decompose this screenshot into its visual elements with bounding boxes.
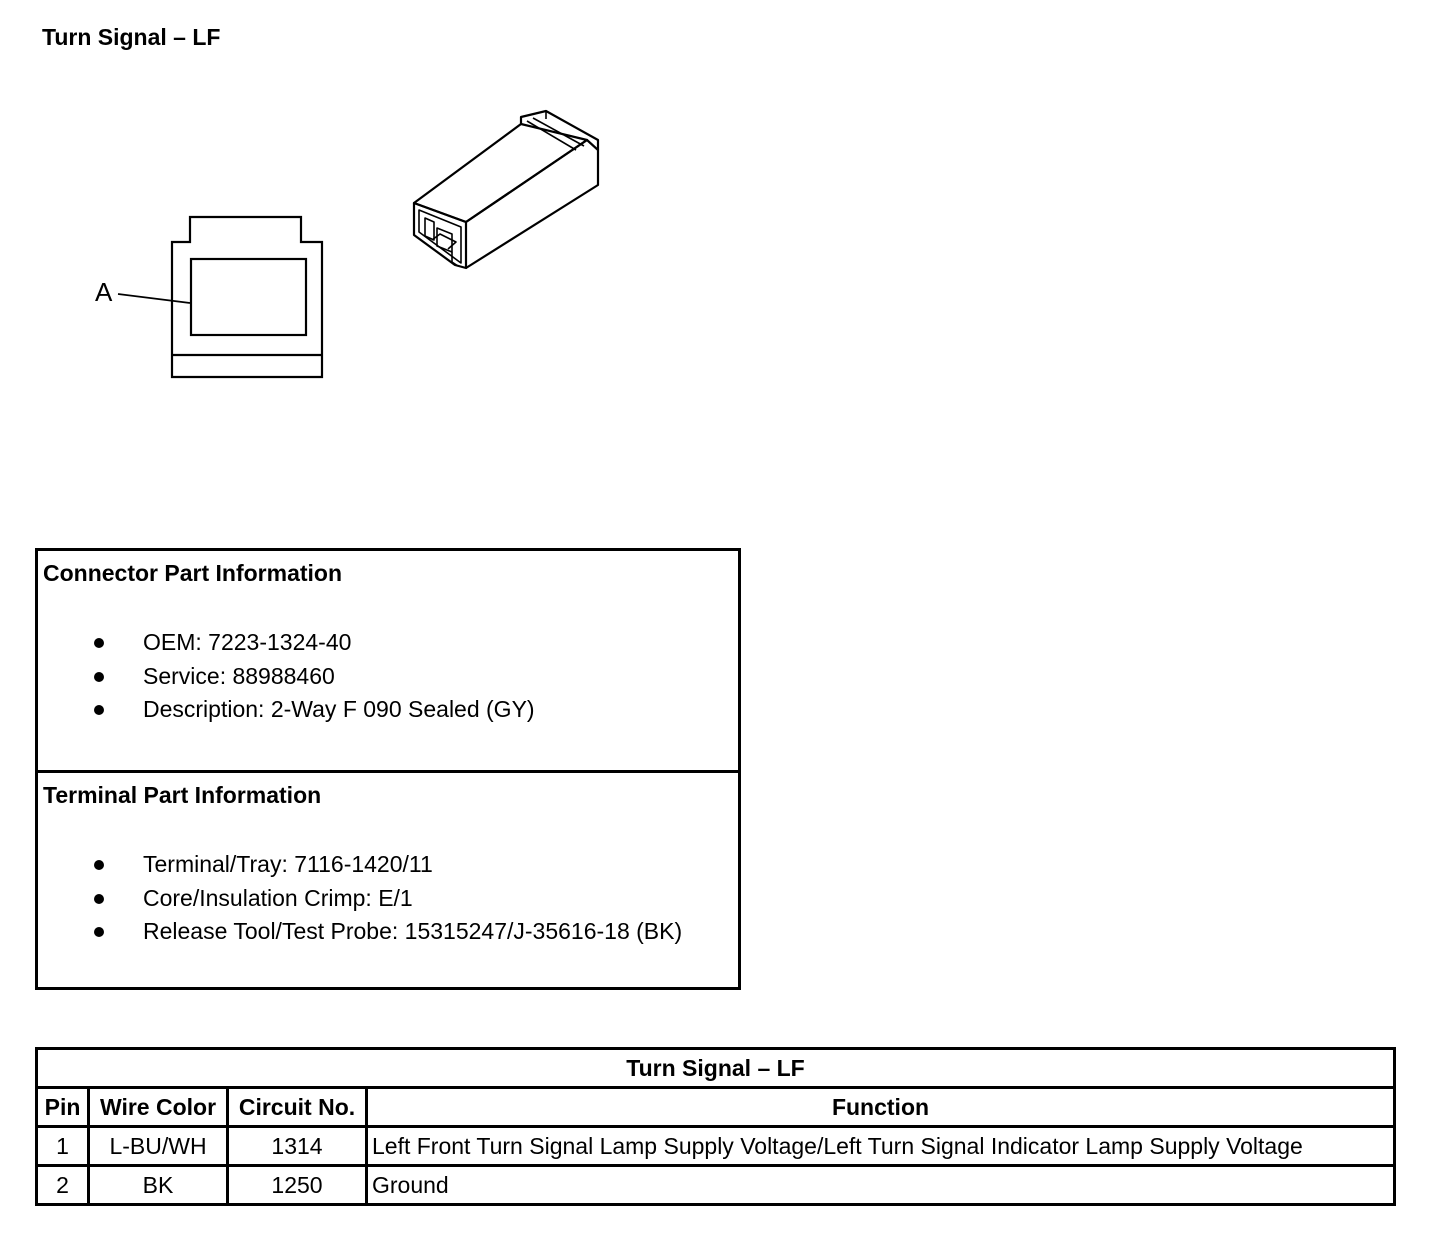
- column-header-function: Function: [367, 1088, 1395, 1127]
- page-title: Turn Signal – LF: [42, 24, 221, 50]
- cell-pin: 2: [37, 1166, 89, 1205]
- cell-circuit-no: 1314: [228, 1127, 367, 1166]
- connector-part-section: Connector Part Information OEM: 7223-1324-40 Service: 88988460 Description: 2-Way F 090 Sealed (GY): [43, 560, 535, 722]
- column-header-circuit-no: Circuit No.: [228, 1088, 367, 1127]
- bullet-icon: [94, 705, 104, 715]
- terminal-part-section: Terminal Part Information Terminal/Tray: 7116-1420/11 Core/Insulation Crimp: E/1 Release Tool/Test Probe: 15315247/J-35616-18 (BK): [38, 770, 738, 990]
- connector-isometric-view: [414, 111, 598, 268]
- cell-function: Left Front Turn Signal Lamp Supply Voltage/Left Turn Signal Indicator Lamp Supply Voltage: [367, 1127, 1395, 1166]
- cell-pin: 1: [37, 1127, 89, 1166]
- cell-circuit-no: 1250: [228, 1166, 367, 1205]
- bullet-icon: [94, 638, 104, 648]
- connector-face-view: [118, 217, 322, 377]
- callout-label-a: A: [95, 277, 113, 307]
- cell-wire-color: BK: [89, 1166, 228, 1205]
- column-header-pin: Pin: [37, 1088, 89, 1127]
- cell-function: Ground: [367, 1166, 1395, 1205]
- cell-wire-color: L-BU/WH: [89, 1127, 228, 1166]
- part-information-box: [35, 548, 741, 990]
- terminal-part-heading: Terminal Part Information: [43, 782, 322, 808]
- bullet-icon: [94, 860, 104, 870]
- bullet-icon: [94, 672, 104, 682]
- pinout-table: [35, 1047, 1396, 1206]
- bullet-icon: [94, 927, 104, 937]
- table-row: [37, 1166, 1395, 1205]
- column-header-wire-color: Wire Color: [89, 1088, 228, 1127]
- bullet-icon: [94, 894, 104, 904]
- table-row: [37, 1127, 1395, 1166]
- connector-part-heading: Connector Part Information: [43, 560, 343, 586]
- table-header-row: [37, 1088, 1395, 1127]
- connector-illustration: [0, 0, 760, 400]
- table-title-row: [37, 1049, 1395, 1088]
- table-title: Turn Signal – LF: [37, 1049, 1395, 1088]
